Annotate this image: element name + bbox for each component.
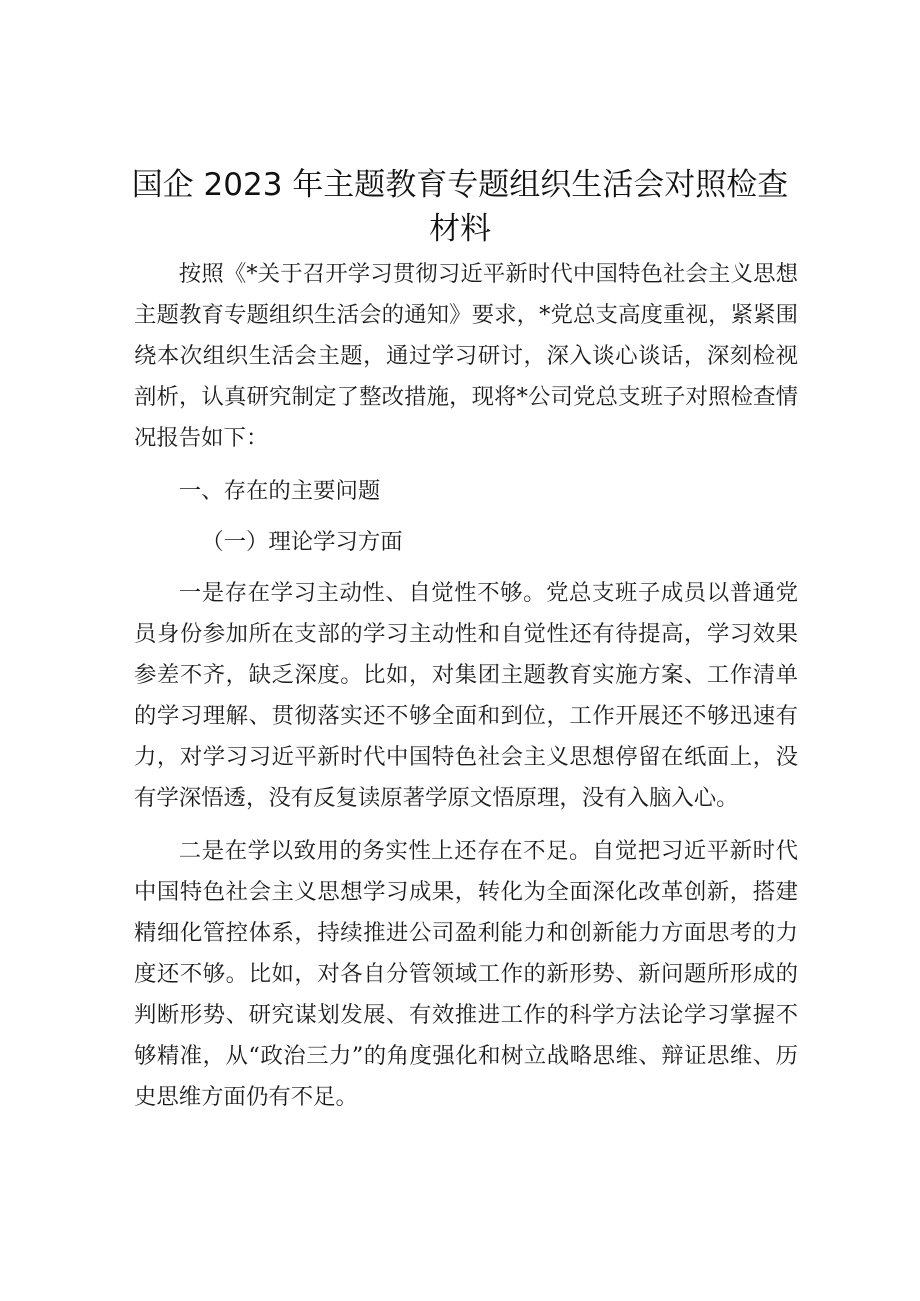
intro-paragraph: 按照《*关于召开学习贯彻习近平新时代中国特色社会主义思想主题教育专题组织生活会的通知》要求，*党总支高度重视，紧紧围绕本次组织生活会主题，通过学习研讨，深入谈心谈话，深刻检视剖析，认真研究制定了整改措施，现将*公司党总支班子对照检查情况报告如下： [134, 261, 798, 451]
document-title-line1: 国企 2023 年主题教育专题组织生活会对照检查 [131, 167, 789, 203]
document-title-line2: 材料 [429, 211, 491, 247]
subsection-heading-theory-study: （一）理论学习方面 [201, 529, 403, 555]
document-body [134, 254, 798, 1130]
body-paragraph-1: 一是存在学习主动性、自觉性不够。党总支班子成员以普通党员身份参加所在支部的学习主动性和自觉性还有待提高，学习效果参差不齐，缺乏深度。比如，对集团主题教育实施方案、工作清单的学习理解、贯彻落实还不够全面和到位，工作开展还不够迅速有力，对学习习近平新时代中国特色社会主义思想停留在纸面上，没有学深悟透，没有反复读原著学原文悟原理，没有入脑入心。 [134, 580, 798, 811]
body-paragraph-2: 二是在学以致用的务实性上还存在不足。自觉把习近平新时代中国特色社会主义思想学习成果，转化为全面深化改革创新，搭建精细化管控体系，持续推进公司盈利能力和创新能力方面思考的力度还不够。比如，对各自分管领域工作的新形势、新问题所形成的判断形势、研究谋划发展、有效推进工作的科学方法论学习掌握不够精准，从“政治三力”的角度强化和树立战略思维、辩证思维、历史思维方面仍有不足。 [134, 838, 798, 1110]
section-heading-problems: 一、存在的主要问题 [178, 478, 381, 504]
document-title [130, 163, 790, 251]
